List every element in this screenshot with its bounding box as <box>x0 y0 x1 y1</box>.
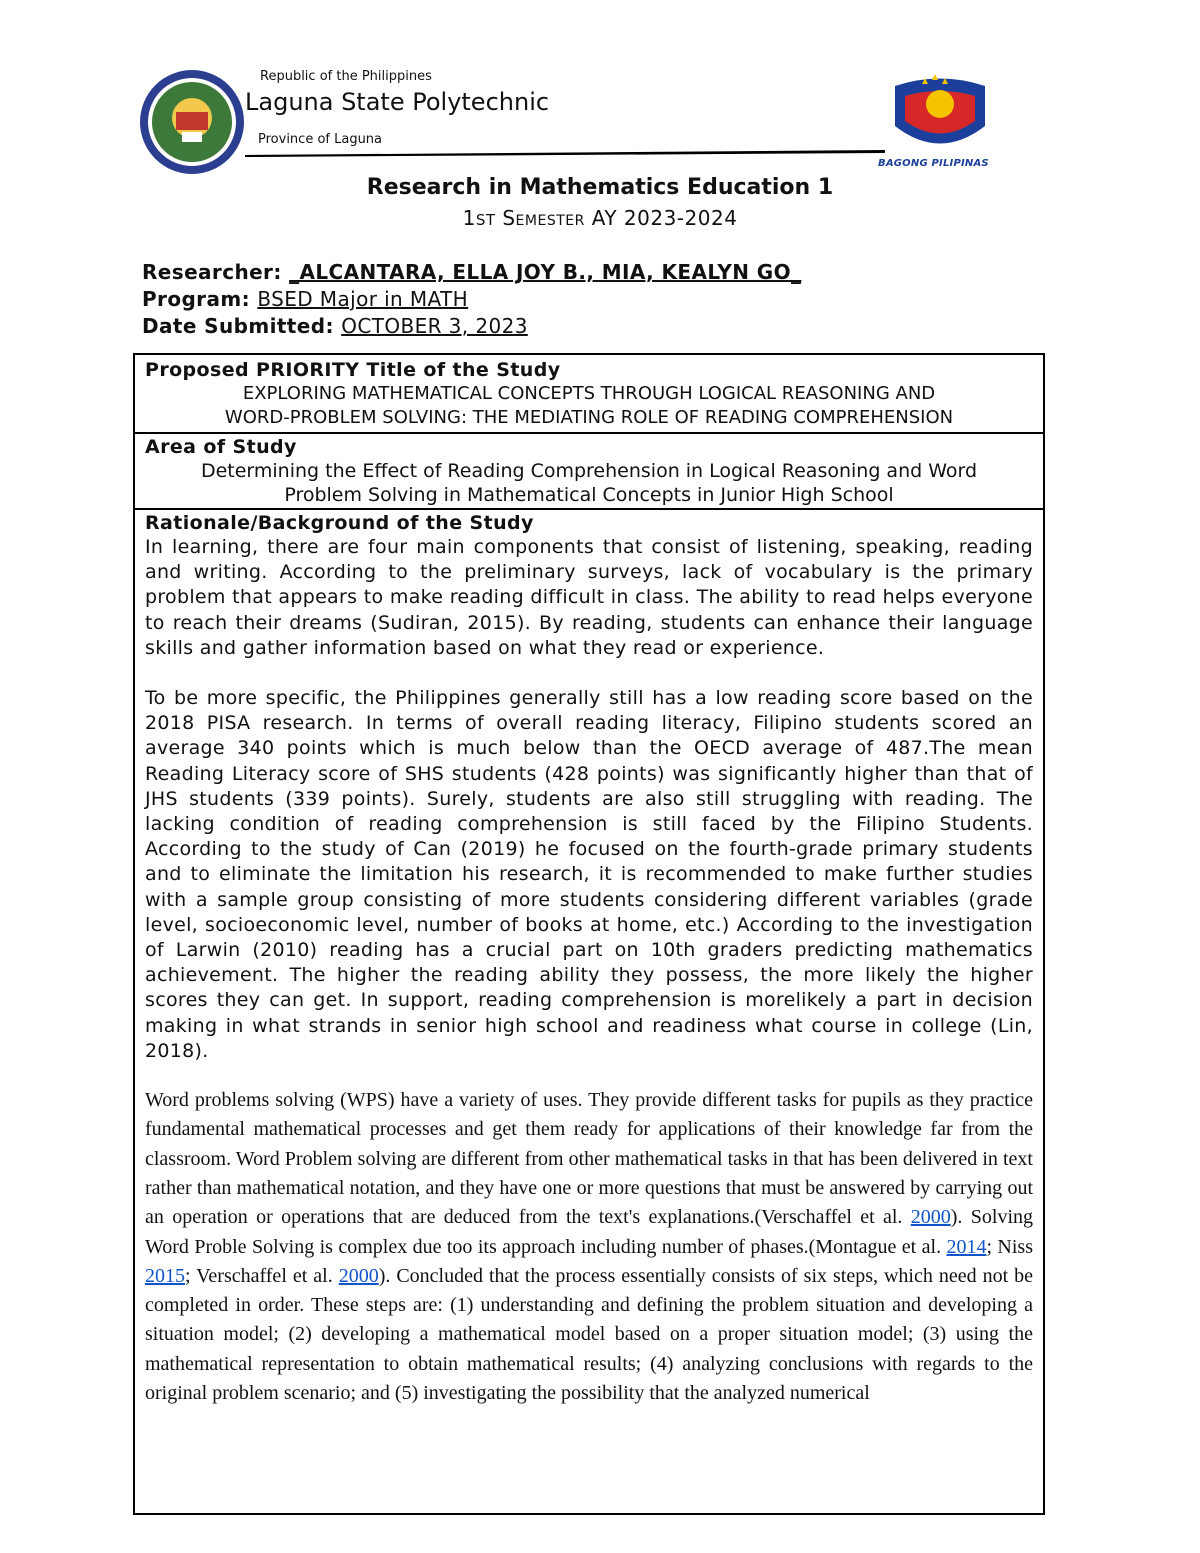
program-value: BSED Major in MATH <box>257 287 469 311</box>
title-line-2: WORD-PROBLEM SOLVING: THE MEDIATING ROLE OF READING COMPREHENSION <box>224 407 954 428</box>
date-line: Date Submitted: OCTOBER 3, 2023 <box>142 314 528 338</box>
rationale-paragraph-1: In learning, there are four main components that consist of listening, speaking, reading and writing. According to the preliminary surveys, lack of vocabulary is the primary problem that appears to make reading difficult in class. The ability to read helps everyone to reach their dreams (Sudiran, 2015). By reading, students can enhance their language skills and gather information based on what they read or experience. <box>145 536 1033 659</box>
area-heading: Area of Study <box>145 436 297 458</box>
course-title: Research in Mathematics Education 1 <box>366 175 834 200</box>
title-section <box>145 359 1033 430</box>
rationale-section <box>145 512 1033 1408</box>
citation-link-2014[interactable]: 2014 <box>946 1235 987 1258</box>
university-name: Laguna State Polytechnic <box>245 88 550 116</box>
rationale-paragraph-3: Word problems solving (WPS) have a variety of uses. They provide different tasks for pupils as they practice fundamental mathematical processes and get them ready for applications of their knowledge far from the classroom. Word Problem solving are different from other mathematical tasks in that has been delivered in text rather than mathematical notation, and they have one or more questions that must be answered by carrying out an operation or operations that are deduced from the text's explanations.(Verschaffel et al. 2000). Solving Word Proble Solving is complex due too its approach including number of phases.(Montague et al. 2014; Niss 2015; Verschaffel et al. 2000). Concluded that the process essentially consists of six steps, which need not be completed in order. These steps are: (1) understanding and defining the problem situation and developing a situation model; (2) developing a mathematical model based on a proper situation model; (3) using the mathematical representation to obtain mathematical results; (4) analyzing conclusions with regards to the original problem scenario; and (5) investigating the possibility that the analyzed numerical <box>145 1089 1033 1405</box>
researcher-value: _ALCANTARA, ELLA JOY B., MIA, KEALYN GO_ <box>289 260 802 284</box>
rationale-heading: Rationale/Background of the Study <box>145 512 534 534</box>
date-value: OCTOBER 3, 2023 <box>341 314 528 338</box>
area-line-1: Determining the Effect of Reading Comprehension in Logical Reasoning and Word <box>200 460 978 482</box>
area-section <box>145 436 1033 507</box>
bagong-pilipinas-text: BAGONG PILIPINAS <box>878 158 989 169</box>
semester-line: 1ST Semester AY 2023-2024 <box>462 206 738 230</box>
citation-link-2000[interactable]: 2000 <box>338 1264 379 1287</box>
document-header <box>0 0 1200 170</box>
study-proposal-table <box>133 353 1045 1515</box>
area-line-2: Problem Solving in Mathematical Concepts in Junior High School <box>284 484 894 506</box>
researcher-line: Researcher: _ALCANTARA, ELLA JOY B., MIA, KEALYN GO_ <box>142 260 802 284</box>
header-divider <box>245 150 885 158</box>
citation-link-2015[interactable]: 2015 <box>145 1264 185 1287</box>
republic-label: Republic of the Philippines <box>260 69 432 84</box>
row-divider <box>135 432 1043 434</box>
citation-link-2000[interactable]: 2000 <box>910 1206 951 1229</box>
rationale-paragraph-2: To be more specific, the Philippines generally still has a low reading score based on the 2018 PISA research. In terms of overall reading literacy, Filipino students scored an average 340 points which is much below than the OECD average of 487.The mean Reading Literacy score of SHS students (428 points) was significantly higher than that of JHS students (339 points). Surely, students are also still struggling with reading. The lacking condition of reading comprehension is still faced by the Filipino Students. According to the study of Can (2019) he focused on the fourth-grade primary students and to eliminate the limitation his research, it is recommended to make further studies with a sample group consisting of more students considering different variables (grade level, socioeconomic level, number of books at home, etc.) According to the investigation of Larwin (2010) reading has a crucial part on 10th graders predicting mathematics achievement. The higher the reading ability they possess, the more likely the higher scores they can get. In support, reading comprehension is morelikely a part in decision making in what strands in senior high school and readiness what course in college (Lin, 2018). <box>145 687 1033 1062</box>
row-divider <box>135 508 1043 510</box>
program-line: Program: BSED Major in MATH <box>142 287 469 311</box>
university-seal-logo <box>138 68 246 176</box>
title-line-1: EXPLORING MATHEMATICAL CONCEPTS THROUGH LOGICAL REASONING AND <box>242 383 936 404</box>
title-heading: Proposed PRIORITY Title of the Study <box>145 359 561 381</box>
province-label: Province of Laguna <box>258 132 383 147</box>
